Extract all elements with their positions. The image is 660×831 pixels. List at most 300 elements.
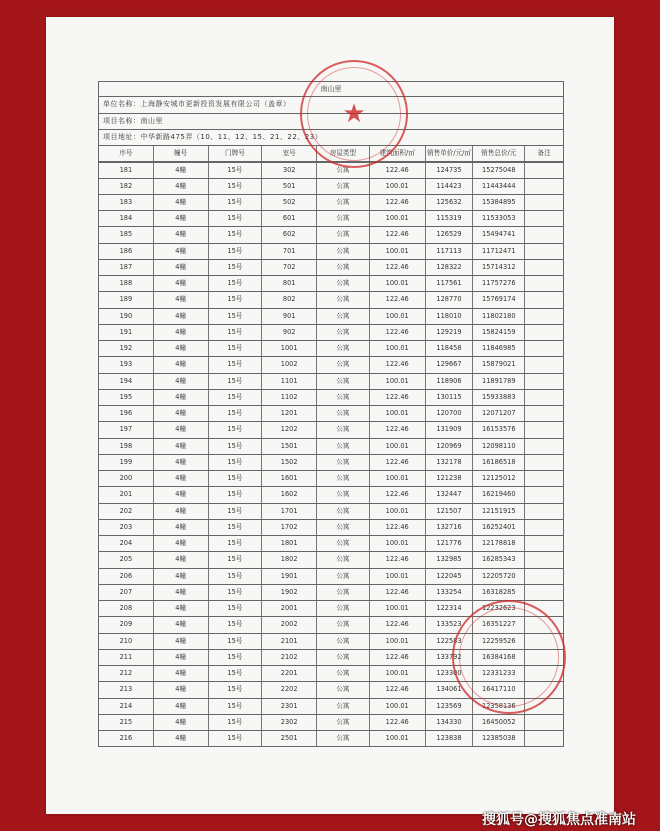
table-cell: 15号 [209,471,263,486]
table-cell: 公寓 [317,341,370,356]
table-cell [525,390,563,405]
table-cell: 15号 [209,536,263,551]
table-cell: 4幢 [154,471,209,486]
table-cell: 公寓 [317,309,370,324]
table-cell: 120969 [426,439,474,454]
table-cell: 15号 [209,341,263,356]
table-cell: 1502 [262,455,317,470]
table-cell: 15号 [209,634,263,649]
table-cell: 12205720 [473,569,525,584]
table-cell: 4幢 [154,390,209,405]
table-cell: 2202 [262,682,317,697]
table-cell: 公寓 [317,731,370,746]
table-cell: 11891789 [473,374,525,389]
column-header: 室号 [262,146,317,161]
table-cell: 123300 [426,666,474,681]
table-cell: 公寓 [317,374,370,389]
table-row [98,325,564,341]
table-cell: 2301 [262,699,317,714]
table-cell: 133792 [426,650,474,665]
table-cell: 4幢 [154,374,209,389]
table-cell: 公寓 [317,179,370,194]
table-cell: 11802180 [473,309,525,324]
table-cell: 132716 [426,520,474,535]
table-cell [525,195,563,210]
table-cell: 214 [99,699,154,714]
table-cell: 4幢 [154,504,209,519]
table-cell: 189 [99,292,154,307]
table-cell: 205 [99,552,154,567]
table-cell: 4幢 [154,195,209,210]
table-row [98,504,564,520]
table-cell: 702 [262,260,317,275]
table-cell: 4幢 [154,569,209,584]
table-cell: 15714312 [473,260,525,275]
table-cell: 15号 [209,406,263,421]
table-cell: 202 [99,504,154,519]
table-cell: 100.01 [370,276,426,291]
table-cell: 122.46 [370,227,426,242]
column-header: 门牌号 [209,146,263,161]
table-cell: 4幢 [154,666,209,681]
table-cell: 121776 [426,536,474,551]
table-cell: 公寓 [317,601,370,616]
table-cell: 601 [262,211,317,226]
table-cell: 15号 [209,260,263,275]
table-cell: 2002 [262,617,317,632]
table-cell: 901 [262,309,317,324]
table-cell: 122.46 [370,715,426,730]
table-cell [525,179,563,194]
table-cell [525,309,563,324]
table-row [98,536,564,552]
table-cell: 122.46 [370,292,426,307]
table-cell [525,536,563,551]
table-cell: 4幢 [154,309,209,324]
table-cell: 100.01 [370,341,426,356]
table-cell: 122.46 [370,682,426,697]
table-cell: 122.46 [370,163,426,177]
table-cell: 15号 [209,569,263,584]
table-cell: 182 [99,179,154,194]
table-cell [525,406,563,421]
table-row [98,260,564,276]
column-header: 房屋类型 [317,146,370,161]
table-cell: 4幢 [154,634,209,649]
table-cell: 15384895 [473,195,525,210]
table-cell: 12071207 [473,406,525,421]
table-cell: 200 [99,471,154,486]
table-cell: 15号 [209,650,263,665]
table-cell: 公寓 [317,260,370,275]
table-cell: 4幢 [154,601,209,616]
table-cell: 4幢 [154,520,209,535]
table-cell: 4幢 [154,731,209,746]
company-seal-bottom [452,600,566,714]
table-cell: 1901 [262,569,317,584]
table-cell: 181 [99,163,154,177]
table-cell: 公寓 [317,536,370,551]
table-row [98,439,564,455]
table-row [98,585,564,601]
table-cell [525,244,563,259]
table-cell: 201 [99,487,154,502]
table-cell: 11757276 [473,276,525,291]
table-cell: 15号 [209,552,263,567]
table-cell: 120700 [426,406,474,421]
table-cell: 公寓 [317,650,370,665]
table-row [98,341,564,357]
table-cell: 131909 [426,422,474,437]
table-cell: 129667 [426,357,474,372]
table-cell: 15号 [209,195,263,210]
table-cell: 193 [99,357,154,372]
table-row [98,487,564,503]
table-cell [525,455,563,470]
table-cell: 15号 [209,244,263,259]
table-cell: 4幢 [154,260,209,275]
table-cell: 公寓 [317,487,370,502]
table-cell: 15号 [209,731,263,746]
table-cell: 122.46 [370,455,426,470]
table-cell: 122583 [426,634,474,649]
table-cell: 4幢 [154,650,209,665]
table-cell: 183 [99,195,154,210]
table-cell: 132985 [426,552,474,567]
table-cell: 122.46 [370,357,426,372]
table-cell: 114423 [426,179,474,194]
table-cell: 2102 [262,650,317,665]
table-cell: 191 [99,325,154,340]
table-cell: 122.46 [370,650,426,665]
table-cell: 198 [99,439,154,454]
table-row [98,227,564,243]
table-cell: 15号 [209,487,263,502]
table-cell: 100.01 [370,244,426,259]
table-row [98,276,564,292]
table-cell: 194 [99,374,154,389]
table-row [98,406,564,422]
table-cell: 公寓 [317,520,370,535]
project-address: 项目地址：中华新路475弄（10、11、12、15、21、22、23） [103,132,323,141]
table-cell: 12125012 [473,471,525,486]
table-cell: 121507 [426,504,474,519]
table-cell: 100.01 [370,536,426,551]
table-cell: 207 [99,585,154,600]
table-cell: 100.01 [370,471,426,486]
table-cell: 公寓 [317,439,370,454]
star-icon: ★ [342,99,366,129]
table-cell: 公寓 [317,211,370,226]
table-cell: 15号 [209,276,263,291]
table-cell [525,276,563,291]
table-cell: 118906 [426,374,474,389]
table-cell: 124735 [426,163,474,177]
table-cell: 100.01 [370,211,426,226]
table-cell: 122045 [426,569,474,584]
table-cell: 16384168 [473,650,525,665]
table-cell: 122.46 [370,617,426,632]
table-cell: 203 [99,520,154,535]
table-cell: 2302 [262,715,317,730]
table-cell [525,357,563,372]
table-cell: 4幢 [154,163,209,177]
table-cell: 1702 [262,520,317,535]
table-cell: 4幢 [154,341,209,356]
table-cell: 4幢 [154,536,209,551]
table-cell: 公寓 [317,276,370,291]
table-cell: 16219460 [473,487,525,502]
table-cell: 1801 [262,536,317,551]
table-cell: 12331233 [473,666,525,681]
table-cell: 12358136 [473,699,525,714]
column-header: 备注 [537,149,551,157]
table-cell: 206 [99,569,154,584]
table-cell: 12178818 [473,536,525,551]
table-cell: 196 [99,406,154,421]
table-cell: 4幢 [154,179,209,194]
table-cell: 134330 [426,715,474,730]
table-row [98,422,564,438]
table-cell: 公寓 [317,471,370,486]
table-cell: 15933883 [473,390,525,405]
table-cell: 11533053 [473,211,525,226]
table-cell [525,422,563,437]
table-row [98,244,564,260]
table-cell: 1601 [262,471,317,486]
table-cell: 123838 [426,731,474,746]
table-cell: 128322 [426,260,474,275]
table-row [98,179,564,195]
table-cell: 100.01 [370,699,426,714]
table-cell: 122.46 [370,422,426,437]
table-cell: 公寓 [317,390,370,405]
table-cell: 公寓 [317,422,370,437]
table-cell: 12385038 [473,731,525,746]
table-cell: 1701 [262,504,317,519]
table-cell: 公寓 [317,699,370,714]
table-cell: 185 [99,227,154,242]
table-cell: 16318285 [473,585,525,600]
table-row [98,211,564,227]
table-cell [525,374,563,389]
table-cell: 公寓 [317,552,370,567]
table-cell: 16186518 [473,455,525,470]
table-cell: 100.01 [370,666,426,681]
table-cell: 15769174 [473,292,525,307]
table-cell: 122.46 [370,487,426,502]
table-cell [525,211,563,226]
table-cell: 122.46 [370,195,426,210]
table-cell: 213 [99,682,154,697]
table-cell: 501 [262,179,317,194]
table-cell: 128770 [426,292,474,307]
table-cell: 4幢 [154,487,209,502]
table-cell [525,341,563,356]
table-cell: 1002 [262,357,317,372]
table-cell: 118010 [426,309,474,324]
table-cell [525,504,563,519]
table-cell: 802 [262,292,317,307]
table-cell: 1101 [262,374,317,389]
table-cell: 4幢 [154,406,209,421]
table-cell: 公寓 [317,569,370,584]
table-cell: 15号 [209,422,263,437]
table-cell: 192 [99,341,154,356]
table-cell: 100.01 [370,634,426,649]
table-cell: 15824159 [473,325,525,340]
table-cell: 公寓 [317,617,370,632]
table-cell: 11712471 [473,244,525,259]
table-cell: 197 [99,422,154,437]
table-cell: 4幢 [154,439,209,454]
table-cell: 2201 [262,666,317,681]
table-cell: 4幢 [154,357,209,372]
table-cell: 公寓 [317,585,370,600]
table-cell: 209 [99,617,154,632]
table-cell: 1802 [262,552,317,567]
table-cell: 4幢 [154,715,209,730]
table-cell: 125632 [426,195,474,210]
table-cell: 4幢 [154,276,209,291]
table-cell: 122.46 [370,260,426,275]
table-row [98,552,564,568]
table-cell: 100.01 [370,406,426,421]
table-cell: 15275048 [473,163,525,177]
table-cell: 15号 [209,309,263,324]
column-header: 建筑面积/㎡ [370,146,426,161]
table-cell: 公寓 [317,634,370,649]
table-row [98,162,564,178]
table-cell: 100.01 [370,374,426,389]
table-cell: 122314 [426,601,474,616]
table-cell: 122.46 [370,325,426,340]
table-cell [525,439,563,454]
table-cell: 190 [99,309,154,324]
table-cell: 11443444 [473,179,525,194]
table-cell: 117561 [426,276,474,291]
table-cell: 100.01 [370,504,426,519]
table-cell: 公寓 [317,455,370,470]
table-cell: 11846985 [473,341,525,356]
table-cell: 902 [262,325,317,340]
table-cell: 公寓 [317,227,370,242]
table-cell: 15号 [209,390,263,405]
table-cell: 130115 [426,390,474,405]
table-cell: 100.01 [370,439,426,454]
table-cell: 16285343 [473,552,525,567]
table-cell: 133254 [426,585,474,600]
table-cell: 4幢 [154,211,209,226]
table-cell: 15879021 [473,357,525,372]
table-cell [525,163,563,177]
table-cell: 4幢 [154,422,209,437]
table-cell: 123569 [426,699,474,714]
table-cell: 186 [99,244,154,259]
table-cell: 15号 [209,325,263,340]
table-cell: 15号 [209,439,263,454]
table-cell: 4幢 [154,455,209,470]
table-cell: 1501 [262,439,317,454]
table-cell: 122.46 [370,552,426,567]
table-cell: 15号 [209,715,263,730]
table-row [98,374,564,390]
table-cell: 4幢 [154,244,209,259]
table-cell: 132447 [426,487,474,502]
table-cell [525,569,563,584]
table-cell: 122.46 [370,520,426,535]
column-header: 销售单价/元/㎡ [426,146,474,161]
table-cell: 100.01 [370,731,426,746]
table-cell: 1001 [262,341,317,356]
table-cell: 公寓 [317,357,370,372]
table-cell: 16252401 [473,520,525,535]
table-cell: 公寓 [317,195,370,210]
table-cell: 15号 [209,699,263,714]
table-cell: 公寓 [317,292,370,307]
table-cell: 100.01 [370,179,426,194]
table-cell: 215 [99,715,154,730]
table-cell: 188 [99,276,154,291]
table-cell: 公寓 [317,682,370,697]
table-cell: 16351227 [473,617,525,632]
table-cell: 16153576 [473,422,525,437]
table-cell: 12259526 [473,634,525,649]
table-cell: 公寓 [317,666,370,681]
table-cell [525,715,563,730]
table-cell: 4幢 [154,617,209,632]
table-cell: 公寓 [317,325,370,340]
table-cell: 121238 [426,471,474,486]
table-cell: 15号 [209,617,263,632]
table-cell [525,325,563,340]
table-cell: 2501 [262,731,317,746]
table-cell: 602 [262,227,317,242]
table-cell: 4幢 [154,292,209,307]
table-cell: 公寓 [317,715,370,730]
table-cell: 12098110 [473,439,525,454]
table-row [98,569,564,585]
table-cell: 100.01 [370,309,426,324]
table-cell: 199 [99,455,154,470]
table-cell: 502 [262,195,317,210]
table-cell: 12151915 [473,504,525,519]
table-cell: 133523 [426,617,474,632]
table-cell: 302 [262,163,317,177]
table-cell: 4幢 [154,699,209,714]
table-cell: 1602 [262,487,317,502]
table-cell: 134061 [426,682,474,697]
table-cell [525,227,563,242]
table-cell: 122.46 [370,390,426,405]
table-cell: 1201 [262,406,317,421]
table-cell: 100.01 [370,569,426,584]
table-cell: 212 [99,666,154,681]
table-cell: 15号 [209,682,263,697]
table-row [98,715,564,731]
table-row [98,195,564,211]
table-cell: 211 [99,650,154,665]
table-cell [525,520,563,535]
table-cell: 204 [99,536,154,551]
table-cell: 15号 [209,504,263,519]
table-cell: 公寓 [317,504,370,519]
table-cell: 126529 [426,227,474,242]
table-cell: 16450052 [473,715,525,730]
table-cell: 公寓 [317,244,370,259]
table-cell: 4幢 [154,585,209,600]
table-cell: 1102 [262,390,317,405]
